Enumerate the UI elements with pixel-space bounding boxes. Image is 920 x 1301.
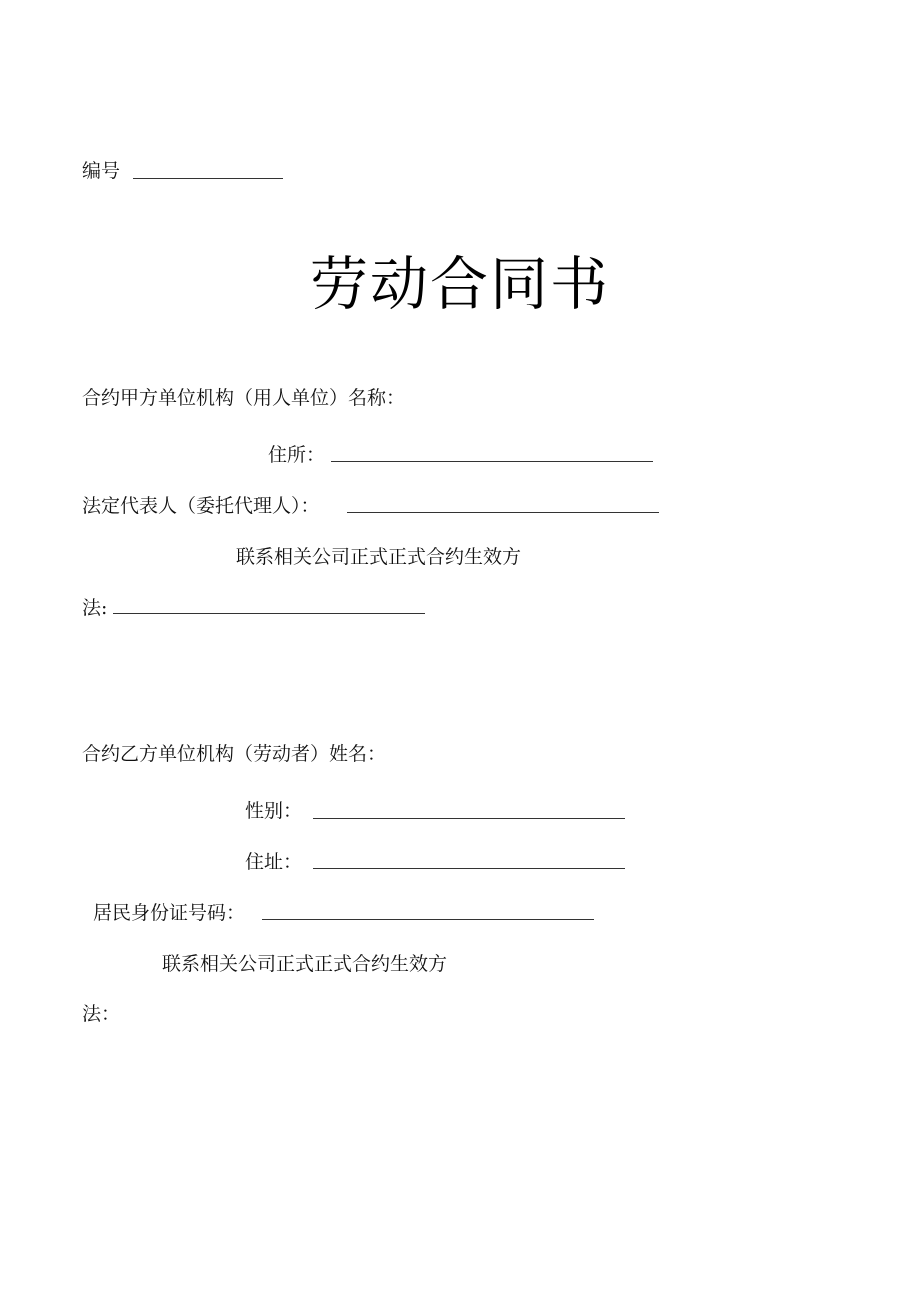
party-a-address-field[interactable] xyxy=(331,461,653,462)
party-b-id-field[interactable] xyxy=(262,919,594,920)
party-a-legal-rep-label: 法定代表人（委托代理人）： xyxy=(82,495,320,517)
party-b-gender-field[interactable] xyxy=(313,818,625,819)
party-b-id-label: 居民身份证号码： xyxy=(93,902,246,924)
document-number-field[interactable] xyxy=(133,178,283,179)
party-b-address-field[interactable] xyxy=(313,868,625,869)
party-a-legal-rep-field[interactable] xyxy=(347,512,659,513)
party-a-contact-field[interactable] xyxy=(113,613,425,614)
party-b-gender-label: 性别： xyxy=(245,800,303,822)
party-a-address-label: 住所： xyxy=(268,444,326,466)
party-a-contact-label: 联系相关公司正式正式合约生效方 xyxy=(236,546,522,568)
document-title: 劳动合同书 xyxy=(309,250,610,318)
party-b-contact-label: 联系相关公司正式正式合约生效方 xyxy=(162,953,448,975)
document-number-label: 编号 xyxy=(82,160,121,182)
party-a-contact-label-cont: 法: xyxy=(82,597,108,619)
party-b-name-label: 合约乙方单位机构（劳动者）姓名： xyxy=(82,743,387,765)
party-b-contact-label-cont: 法： xyxy=(82,1003,121,1025)
party-a-name-label: 合约甲方单位机构（用人单位）名称： xyxy=(82,387,406,409)
party-b-address-label: 住址： xyxy=(245,851,303,873)
